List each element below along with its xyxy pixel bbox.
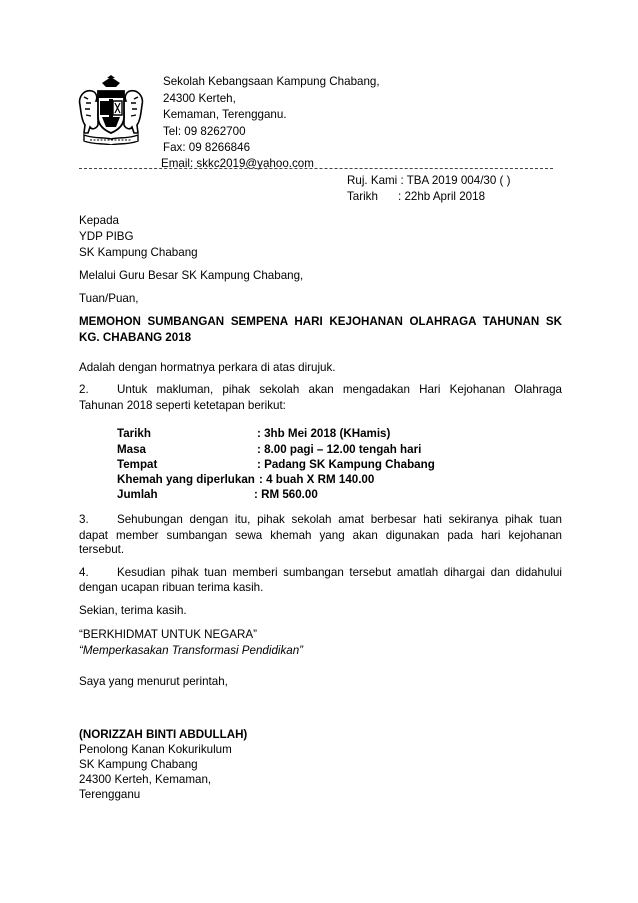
detail-label: Tempat bbox=[117, 458, 158, 471]
reference-number: Ruj. Kami : TBA 2019 004/30 ( ) bbox=[347, 174, 511, 187]
detail-value: : 3hb Mei 2018 (KHamis) bbox=[257, 427, 391, 440]
school-email: Email: skkc2019@yahoo.com bbox=[161, 157, 314, 170]
date-value: : 22hb April 2018 bbox=[398, 190, 486, 203]
detail-label: Tarikh bbox=[117, 427, 151, 440]
date-label: Tarikh bbox=[347, 190, 378, 203]
school-address-line: Kemaman, Terengganu. bbox=[163, 108, 287, 121]
coat-of-arms-logo bbox=[76, 75, 146, 145]
salutation: Tuan/Puan, bbox=[79, 292, 139, 305]
detail-label: Masa bbox=[117, 443, 147, 456]
paragraph-4-line bbox=[79, 565, 562, 580]
school-fax: Fax: 09 8266846 bbox=[163, 141, 251, 154]
signatory-name: (NORIZZAH BINTI ABDULLAH) bbox=[79, 728, 248, 741]
detail-label: Khemah yang diperlukan bbox=[117, 473, 255, 486]
paragraph-3-line: tersebut. bbox=[79, 543, 125, 556]
signatory-state: Terengganu bbox=[79, 788, 141, 801]
recipient-line: Kepada bbox=[79, 214, 119, 227]
paragraph-2-line: Tahunan 2018 seperti ketetapan berikut: bbox=[79, 399, 286, 412]
motto-line: “Memperkasakan Transformasi Pendidikan” bbox=[79, 644, 304, 657]
detail-label: Jumlah bbox=[117, 488, 158, 501]
paragraph-text: Untuk makluman, pihak sekolah akan mengadakan Hari Kejohanan Olahraga bbox=[117, 383, 562, 396]
paragraph-number: 2. bbox=[79, 383, 89, 396]
closing-line: Sekian, terima kasih. bbox=[79, 604, 187, 617]
paragraph-4-line: dengan ucapan ribuan terima kasih. bbox=[79, 581, 264, 594]
recipient-line: YDP PIBG bbox=[79, 230, 134, 243]
paragraph-text: Kesudian pihak tuan memberi sumbangan tersebut amatlah dihargai dan didahului bbox=[117, 566, 562, 579]
via-line: Melalui Guru Besar SK Kampung Chabang, bbox=[79, 269, 304, 282]
motto-line: “BERKHIDMAT UNTUK NEGARA” bbox=[79, 628, 257, 641]
detail-value: : 8.00 pagi – 12.00 tengah hari bbox=[257, 443, 422, 456]
recipient-line: SK Kampung Chabang bbox=[79, 246, 198, 259]
paragraph-text: Sehubungan dengan itu, pihak sekolah amat berbesar hati sekiranya pihak tuan bbox=[117, 513, 562, 526]
opening-line: Adalah dengan hormatnya perkara di atas dirujuk. bbox=[79, 361, 336, 374]
subject-line: MEMOHON SUMBANGAN SEMPENA HARI KEJOHANAN OLAHRAGA TAHUNAN SK bbox=[79, 315, 562, 328]
paragraph-3-line: dapat member sumbangan sewa khemah yang akan digunakan pada hari kejohanan bbox=[79, 529, 562, 542]
letterhead-divider bbox=[79, 168, 553, 169]
signatory-address: 24300 Kerteh, Kemaman, bbox=[79, 773, 212, 786]
sign-off: Saya yang menurut perintah, bbox=[79, 675, 228, 688]
subject-line: KG. CHABANG 2018 bbox=[79, 331, 192, 344]
school-phone: Tel: 09 8262700 bbox=[163, 125, 246, 138]
detail-value: : 4 buah X RM 140.00 bbox=[259, 473, 375, 486]
signatory-school: SK Kampung Chabang bbox=[79, 758, 198, 771]
school-address-line: 24300 Kerteh, bbox=[163, 92, 236, 105]
paragraph-2-line bbox=[79, 382, 562, 397]
detail-value: : RM 560.00 bbox=[254, 488, 318, 501]
paragraph-number: 3. bbox=[79, 513, 89, 526]
detail-value: : Padang SK Kampung Chabang bbox=[257, 458, 435, 471]
paragraph-number: 4. bbox=[79, 566, 89, 579]
paragraph-3-line bbox=[79, 512, 562, 527]
school-name: Sekolah Kebangsaan Kampung Chabang, bbox=[163, 75, 380, 88]
signatory-title: Penolong Kanan Kokurikulum bbox=[79, 743, 232, 756]
